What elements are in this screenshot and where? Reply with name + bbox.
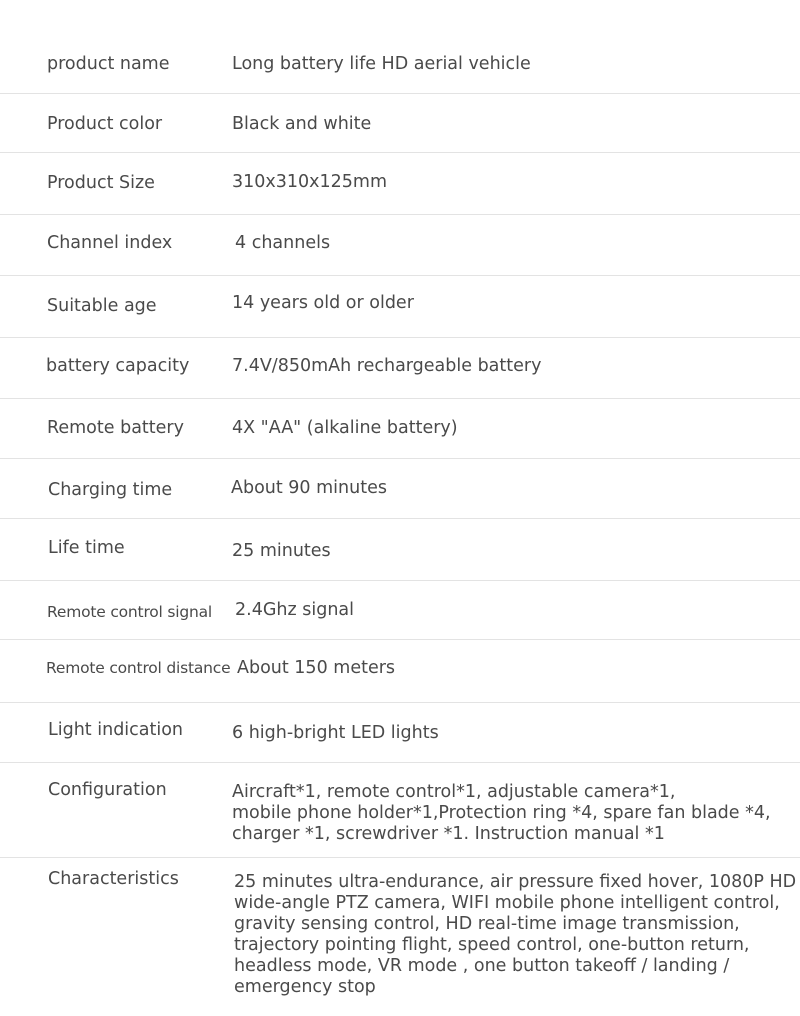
row-divider — [0, 275, 800, 276]
spec-label-charging-time: Charging time — [48, 480, 173, 500]
spec-label-remote-control-signal: Remote control signal — [47, 603, 213, 621]
spec-value-battery-capacity: 7.4V/850mAh rechargeable battery — [232, 356, 542, 376]
row-divider — [0, 458, 800, 459]
spec-value-remote-battery: 4X "AA" (alkaline battery) — [232, 418, 458, 438]
spec-value-life-time: 25 minutes — [232, 541, 331, 561]
spec-label-suitable-age: Suitable age — [47, 296, 157, 316]
spec-label-remote-battery: Remote battery — [47, 418, 184, 438]
spec-value-configuration: Aircraft*1, remote control*1, adjustable camera*1, mobile phone holder*1,Protection ring *4, spare fan blade *4, charger *1, screwdriver *1. Instruction manual *1 — [232, 782, 771, 844]
row-divider — [0, 93, 800, 94]
spec-value-remote-control-distance: About 150 meters — [237, 658, 396, 678]
spec-label-life-time: Life time — [48, 538, 125, 558]
spec-label-characteristics: Characteristics — [48, 869, 179, 889]
spec-value-product-name: Long battery life HD aerial vehicle — [232, 54, 531, 74]
spec-value-light-indication: 6 high-bright LED lights — [232, 723, 439, 743]
row-divider — [0, 214, 800, 215]
spec-label-light-indication: Light indication — [48, 720, 184, 740]
spec-label-product-size: Product Size — [47, 173, 155, 193]
spec-value-characteristics: 25 minutes ultra-endurance, air pressure fixed hover, 1080P HD wide-angle PTZ camera, WIFI mobile phone intelligent control, gravity sensing control, HD real-time image transmission, trajectory pointing flight, speed control, one-button return, headless mode, VR mode , one button takeoff / landing / emergency stop — [234, 872, 797, 997]
spec-label-product-name: product name — [47, 54, 170, 74]
spec-value-channel-index: 4 channels — [235, 233, 331, 253]
row-divider — [0, 518, 800, 519]
row-divider — [0, 857, 800, 858]
spec-value-remote-control-signal: 2.4Ghz signal — [235, 600, 354, 620]
spec-label-remote-control-distance: Remote control distance — [46, 659, 231, 677]
row-divider — [0, 702, 800, 703]
row-divider — [0, 639, 800, 640]
row-divider — [0, 337, 800, 338]
spec-label-configuration: Configuration — [48, 780, 167, 800]
row-divider — [0, 762, 800, 763]
spec-value-product-color: Black and white — [232, 114, 372, 134]
row-divider — [0, 580, 800, 581]
spec-label-channel-index: Channel index — [47, 233, 173, 253]
spec-value-suitable-age: 14 years old or older — [232, 293, 414, 313]
spec-label-product-color: Product color — [47, 114, 163, 134]
row-divider — [0, 152, 800, 153]
spec-value-charging-time: About 90 minutes — [231, 478, 387, 498]
spec-label-battery-capacity: battery capacity — [46, 356, 190, 376]
row-divider — [0, 398, 800, 399]
spec-value-product-size: 310x310x125mm — [232, 172, 388, 192]
